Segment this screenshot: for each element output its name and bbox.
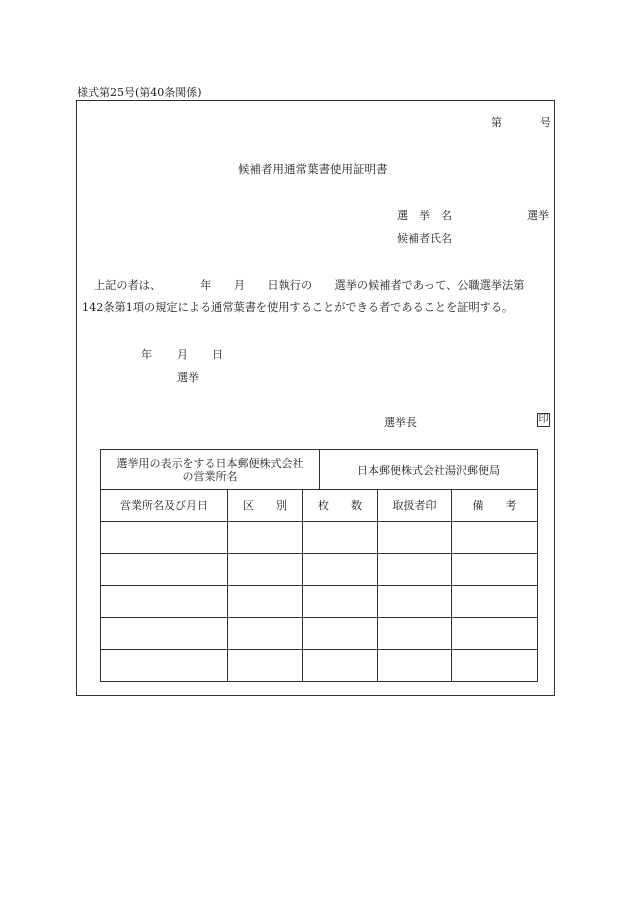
- issuer-election: 選挙: [177, 371, 199, 384]
- office-label-line-2: の営業所名: [182, 469, 238, 483]
- header-category: 区 別: [228, 489, 303, 522]
- table-row: [101, 586, 538, 618]
- table-cell: [303, 618, 378, 650]
- date-month: 月: [177, 348, 188, 361]
- election-suffix: 選挙: [527, 209, 549, 222]
- chief-label: 選挙長: [384, 416, 417, 429]
- number-prefix: 第: [491, 116, 502, 129]
- table-cell: [303, 522, 378, 554]
- table-cell: [228, 586, 303, 618]
- header-remarks: 備 考: [452, 489, 538, 522]
- table-cell: [228, 650, 303, 682]
- document-title: 候補者用通常葉書使用証明書: [238, 162, 388, 176]
- record-header-row: [101, 489, 538, 522]
- table-cell: [228, 618, 303, 650]
- table-row: [101, 618, 538, 650]
- number-suffix: 号: [540, 116, 551, 129]
- table-cell: [378, 554, 452, 586]
- record-table: [100, 489, 538, 682]
- table-cell: [101, 554, 228, 586]
- table-cell: [303, 650, 378, 682]
- table-cell: [452, 650, 538, 682]
- header-office-date: 営業所名及び月日: [101, 489, 228, 522]
- table-cell: [101, 522, 228, 554]
- table-row: [101, 554, 538, 586]
- date-year: 年: [141, 348, 152, 361]
- table-cell: [452, 618, 538, 650]
- body-line-2: 142条第1項の規定による通常葉書を使用することができる者であることを証明する。: [82, 301, 514, 314]
- table-cell: [378, 650, 452, 682]
- table-cell: [303, 586, 378, 618]
- body-line-1: 上記の者は、 年 月 日執行の 選挙の候補者であって、公職選挙法第: [94, 279, 525, 292]
- office-label-line-1: 選挙用の表示をする日本郵便株式会社: [116, 456, 304, 470]
- table-cell: [378, 618, 452, 650]
- table-cell: [228, 522, 303, 554]
- table-cell: [228, 554, 303, 586]
- table-cell: [378, 522, 452, 554]
- table-cell: [101, 618, 228, 650]
- table-cell: [101, 650, 228, 682]
- seal-box: 印: [538, 414, 549, 425]
- election-name-label: 選 挙 名: [397, 209, 452, 222]
- header-count: 枚 数: [303, 489, 378, 522]
- candidate-name-label: 候補者氏名: [397, 232, 452, 245]
- table-row: [101, 650, 538, 682]
- header-handler-seal: 取扱者印: [378, 489, 452, 522]
- table-cell: [452, 586, 538, 618]
- table-row: [101, 522, 538, 554]
- office-label-cell: [101, 450, 320, 490]
- form-label: 様式第25号(第40条関係): [77, 86, 202, 99]
- date-day: 日: [212, 348, 223, 361]
- office-value-cell: 日本郵便株式会社湯沢郵便局: [320, 450, 538, 490]
- table-cell: [101, 586, 228, 618]
- table-cell: [303, 554, 378, 586]
- table-cell: [452, 522, 538, 554]
- office-table: [100, 449, 538, 490]
- table-cell: [452, 554, 538, 586]
- table-cell: [378, 586, 452, 618]
